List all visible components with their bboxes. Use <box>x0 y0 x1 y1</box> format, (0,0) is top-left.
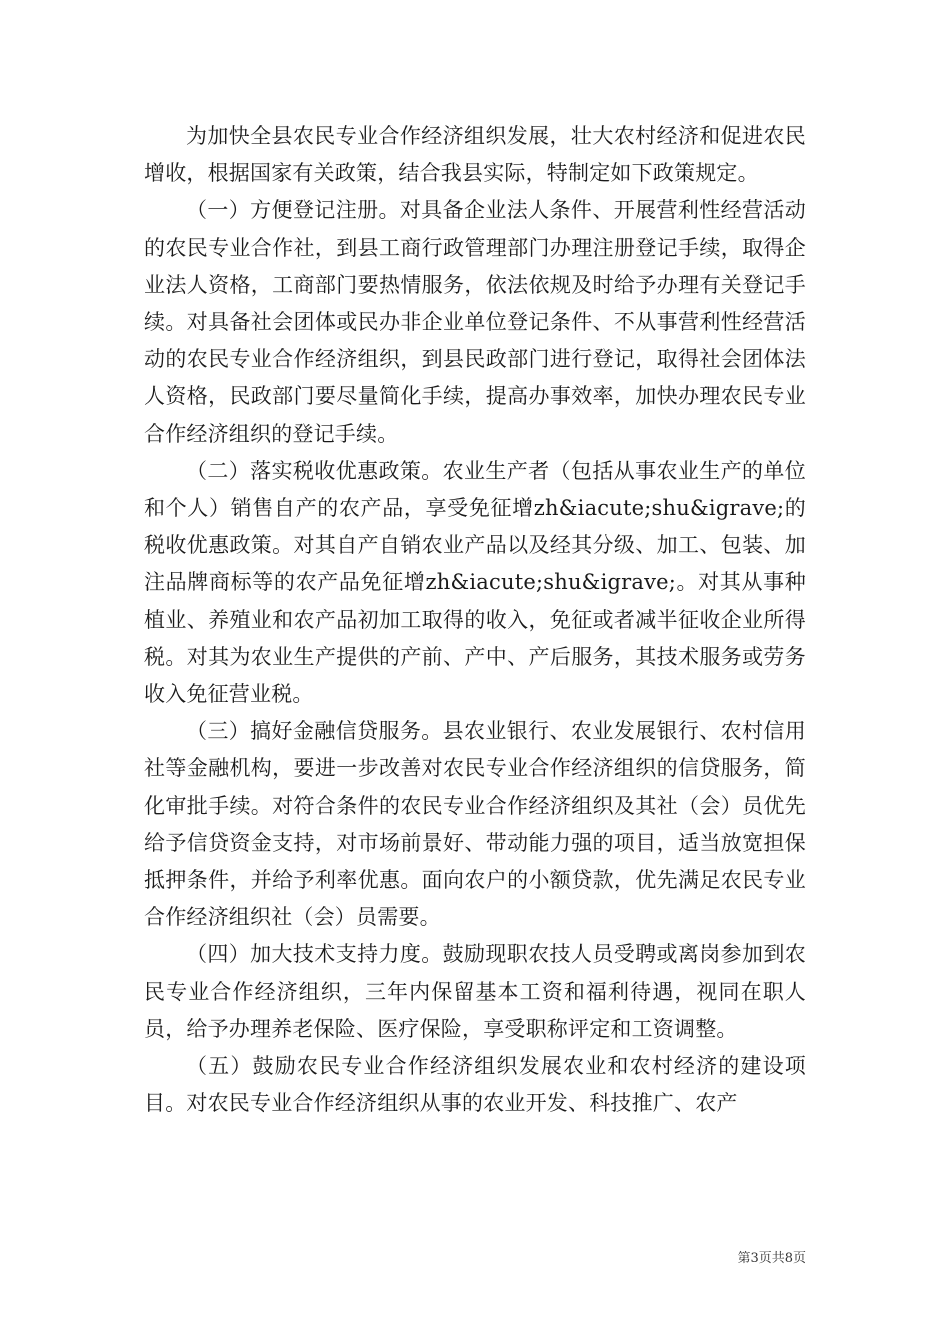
paragraph-intro: 为加快全县农民专业合作经济组织发展，壮大农村经济和促进农民增收，根据国家有关政策，结合我县实际，特制定如下政策规定。 <box>144 124 806 186</box>
paragraph-tax-policy: （二）落实税收优惠政策。农业生产者（包括从事农业生产的单位和个人）销售自产的农产品，享受免征增zh&iacute;shu&igrave;的税收优惠政策。对其自产自销农业产品以及经其分级、加工、包装、加注品牌商标等的农产品免征增zh&iacute;shu&igrave;。对其从事种植业、养殖业和农产品初加工取得的收入，免征或者减半征收企业所得税。对其为农业生产提供的产前、产中、产后服务，其技术服务或劳务收入免征营业税。 <box>144 458 806 707</box>
paragraph-construction-projects: （五）鼓励农民专业合作经济组织发展农业和农村经济的建设项目。对农民专业合作经济组织从事的农业开发、科技推广、农产 <box>144 1054 806 1116</box>
document-body <box>144 118 806 1122</box>
page-number-footer: 第3页共8页 <box>737 1251 806 1266</box>
paragraph-technical-support: （四）加大技术支持力度。鼓励现职农技人员受聘或离岗参加到农民专业合作经济组织，三年内保留基本工资和福利待遇，视同在职人员，给予办理养老保险、医疗保险，享受职称评定和工资调整。 <box>144 942 806 1041</box>
paragraph-financial-credit: （三）搞好金融信贷服务。县农业银行、农业发展银行、农村信用社等金融机构，要进一步改善对农民专业合作经济组织的信贷服务，简化审批手续。对符合条件的农民专业合作经济组织及其社（会）员优先给予信贷资金支持，对市场前景好、带动能力强的项目，适当放宽担保抵押条件，并给予利率优惠。面向农户的小额贷款，优先满足农民专业合作经济组织社（会）员需要。 <box>144 719 806 930</box>
paragraph-registration: （一）方便登记注册。对具备企业法人条件、开展营利性经营活动的农民专业合作社，到县工商行政管理部门办理注册登记手续，取得企业法人资格，工商部门要热情服务，依法依规及时给予办理有关登记手续。对具备社会团体或民办非企业单位登记条件、不从事营利性经营活动的农民专业合作经济组织，到县民政部门进行登记，取得社会团体法人资格，民政部门要尽量简化手续，提高办事效率，加快办理农民专业合作经济组织的登记手续。 <box>144 198 806 446</box>
